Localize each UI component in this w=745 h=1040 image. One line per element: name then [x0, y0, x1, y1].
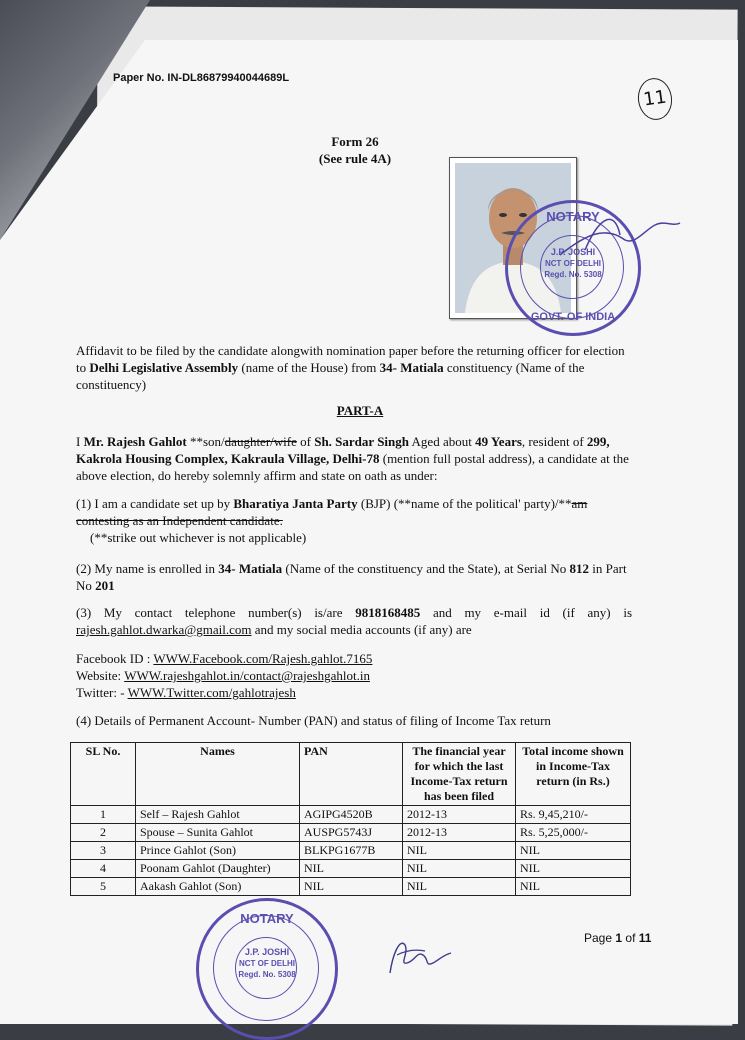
table-row: 3 Prince Gahlot (Son) BLKPG1677B NIL NIL — [71, 842, 631, 860]
item-3: (3) My contact telephone number(s) is/are 9818168485 and my e-mail id (if any) is rajesh.gahlot.dwarka@gmail.com and my social media accounts (if any) are — [76, 605, 633, 637]
pan-table — [70, 742, 631, 896]
email-link: rajesh.gahlot.dwarka@gmail.com — [76, 622, 252, 637]
stamp-paper-number: Paper No. IN-DL86879940044689L — [113, 72, 290, 84]
website-line: Website: WWW.rajeshgahlot.in/contact@rajeshgahlot.in — [76, 668, 370, 683]
twitter-line: Twitter: - WWW.Twitter.com/gahlotrajesh — [76, 685, 296, 700]
form-title-block — [300, 133, 410, 167]
facebook-line: Facebook ID : WWW.Facebook.com/Rajesh.gahlot.7165 — [76, 651, 373, 666]
signature-over-seal — [555, 205, 685, 265]
table-row: 1 Self – Rajesh Gahlot AGIPG4520B 2012-13 Rs. 9,45,210/- — [71, 806, 631, 824]
col-income: Total income shown in Income-Tax return (in Rs.) — [516, 743, 631, 806]
item-4: (4) Details of Permanent Account- Number (PAN) and status of filing of Income Tax return — [76, 713, 551, 728]
col-names: Names — [136, 743, 300, 806]
table-row: 2 Spouse – Sunita Gahlot AUSPG5743J 2012-13 Rs. 5,25,000/- — [71, 824, 631, 842]
social-accounts — [76, 650, 632, 701]
form-rule: (See rule 4A) — [318, 151, 392, 166]
notary-seal-bottom: NOTARY J.P. JOSHI NCT OF DELHI Regd. No. 5308 — [196, 898, 338, 1040]
intro-paragraph: Affidavit to be filed by the candidate alongwith nomination paper before the returning officer for election to Delhi Legislative Assembly (name of the House) from 34- Matiala constituency (Name of the constituency) — [76, 343, 625, 392]
declaration-paragraph: I Mr. Rajesh Gahlot **son/daughter/wife of Sh. Sardar Singh Aged about 49 Years, resident of 299, Kakrola Housing Complex, Kakraula Village, Delhi-78 (mention full postal address), a candidate at the above election, do hereby solemnly affirm and state on oath as under: — [76, 434, 629, 483]
item-1: (1) I am a candidate set up by Bharatiya Janta Party (BJP) (**name of the political' party)/**am contesting as an Independent candidate. (**strike out whichever is not applicable) — [76, 495, 632, 546]
col-sl: SL No. — [71, 743, 136, 806]
table-header-row — [71, 743, 631, 806]
col-pan: PAN — [300, 743, 403, 806]
table-row: 5 Aakash Gahlot (Son) NIL NIL NIL — [71, 878, 631, 896]
form-title: Form 26 — [331, 134, 379, 149]
table-row: 4 Poonam Gahlot (Daughter) NIL NIL NIL — [71, 860, 631, 878]
page-number: Page 1 of 11 — [584, 931, 652, 945]
part-title: PART-A — [336, 403, 384, 418]
col-fy: The financial year for which the last Income-Tax return has been filed — [403, 743, 516, 806]
notary-seal-top: NOTARY J.P. JOSHI NCT OF DELHI Regd. No. 5308 GOVT. OF INDIA — [505, 200, 641, 336]
strike-note: (**strike out whichever is not applicable) — [90, 530, 307, 545]
candidate-signature — [385, 933, 455, 978]
handwritten-page-number: 11 — [635, 76, 675, 122]
item-2: (2) My name is enrolled in 34- Matiala (Name of the constituency and the State), at Serial No 812 in Part No 201 — [76, 561, 627, 593]
